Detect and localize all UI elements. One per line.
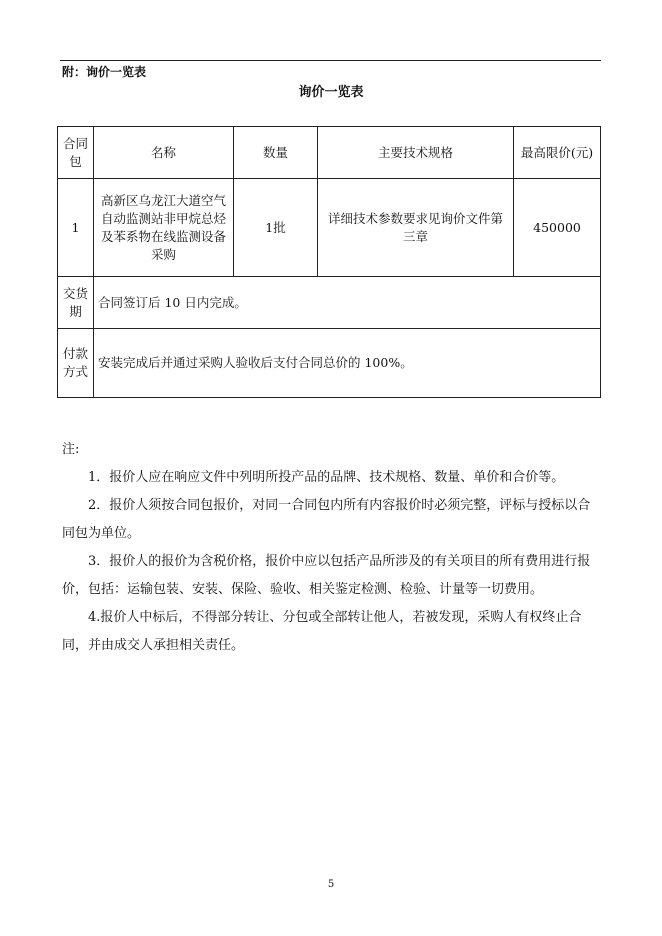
page-number: 5	[327, 879, 335, 890]
payment-row	[58, 329, 601, 398]
quote-table	[57, 126, 601, 398]
top-rule	[60, 60, 601, 61]
payment-label: 付款方式	[58, 329, 94, 398]
notes-heading: 注:	[62, 442, 80, 457]
page-title: 询价一览表	[298, 85, 364, 100]
header-spec: 主要技术规格	[318, 127, 514, 179]
cell-quantity: 1批	[234, 179, 318, 277]
note-item-2: 2．报价人须按合同包报价，对同一合同包内所有内容报价时必须完整，评标与授标以合同包为单位。	[62, 498, 591, 541]
header-name: 名称	[94, 127, 234, 179]
attachment-label: 附：询价一览表	[62, 65, 147, 79]
header-contract-pack: 合同包	[58, 127, 94, 179]
header-quantity: 数量	[234, 127, 318, 179]
table-header-row	[58, 127, 601, 179]
payment-value: 安装完成后并通过采购人验收后支付合同总价的 100%。	[94, 329, 601, 398]
note-item-1: 1．报价人应在响应文件中列明所投产品的品牌、技术规格、数量、单价和合价等。	[88, 470, 565, 485]
delivery-row	[58, 277, 601, 329]
delivery-label: 交货期	[58, 277, 94, 329]
note-item-3: 3．报价人的报价为含税价格，报价中应以包括产品所涉及的有关项目的所有费用进行报价，包括：运输包装、安装、保险、验收、相关鉴定检测、检验、计量等一切费用。	[62, 554, 591, 597]
delivery-value: 合同签订后 10 日内完成。	[94, 277, 601, 329]
header-max-price: 最高限价(元)	[514, 127, 601, 179]
note-item-4: 4.报价人中标后，不得部分转让、分包或全部转让他人，若被发现，采购人有权终止合同，并由成交人承担相关责任。	[62, 610, 582, 653]
table-row	[58, 179, 601, 277]
cell-pack: 1	[58, 179, 94, 277]
cell-spec: 详细技术参数要求见询价文件第三章	[318, 179, 514, 277]
cell-max-price: 450000	[514, 179, 601, 277]
notes-section	[62, 436, 602, 660]
cell-name: 高新区乌龙江大道空气自动监测站非甲烷总烃及苯系物在线监测设备采购	[94, 179, 234, 277]
